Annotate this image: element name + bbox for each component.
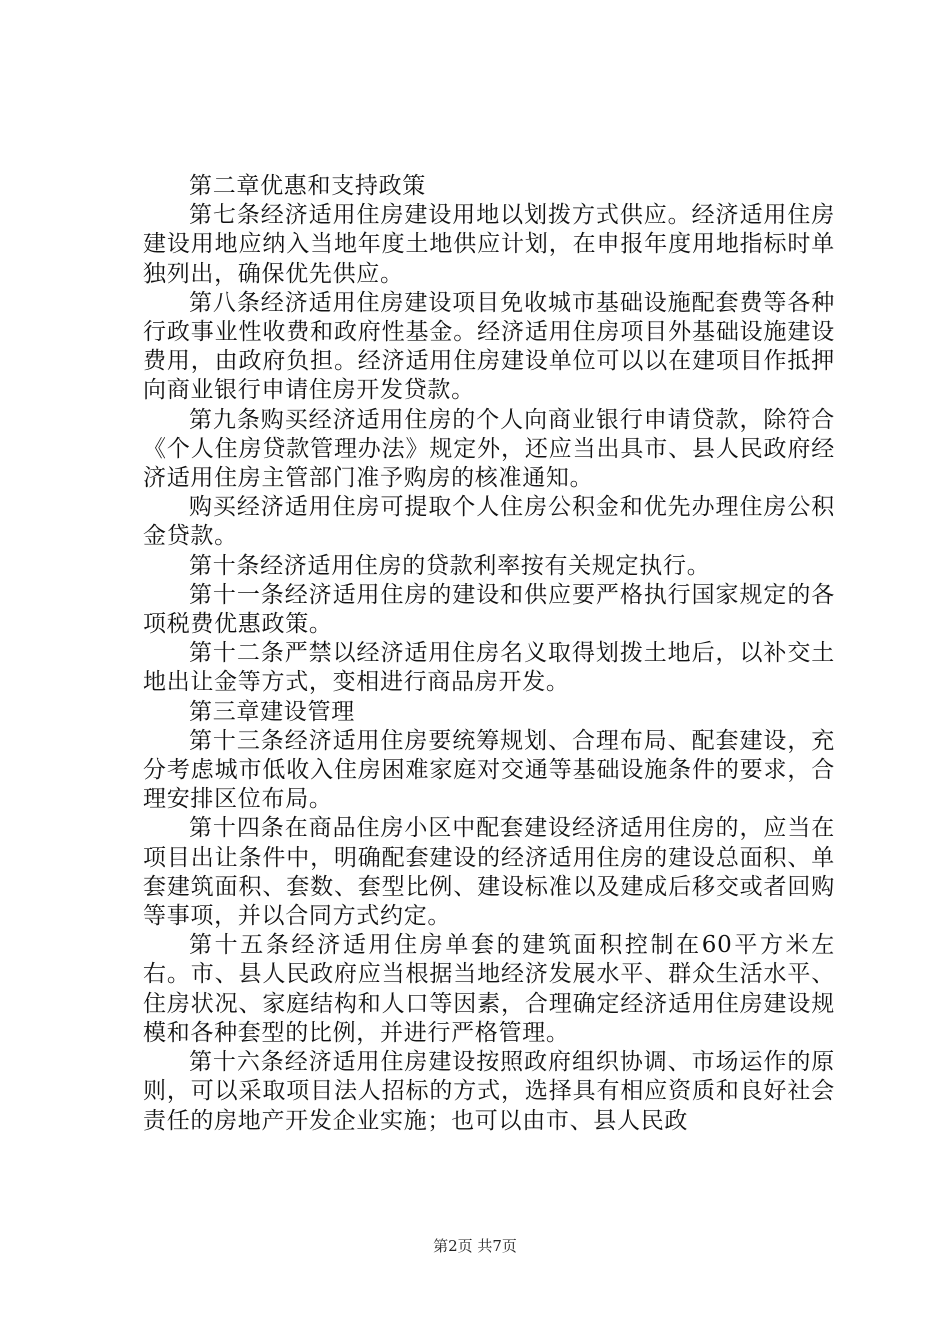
article-9: 第九条购买经济适用住房的个人向商业银行申请贷款，除符合《个人住房贷款管理办法》规定外，还应当出具市、县人民政府经济适用住房主管部门准予购房的核准通知。 [143, 406, 835, 492]
chapter-heading-3: 第三章建设管理 [189, 698, 355, 725]
chapter-heading-2: 第二章优惠和支持政策 [189, 173, 426, 199]
article-10: 第十条经济适用住房的贷款利率按有关规定执行。 [189, 552, 711, 579]
article-8: 第八条经济适用住房建设项目免收城市基础设施配套费等各种行政事业性收费和政府性基金。经济适用住房项目外基础设施建设费用，由政府负担。经济适用住房建设单位可以以在建项目作抵押向商业银行申请住房开发贷款。 [143, 289, 835, 404]
article-15: 第十五条经济适用住房单套的建筑面积控制在60平方米左右。市、县人民政府应当根据当地经济发展水平、群众生活水平、住房状况、家庭结构和人口等因素，合理确定经济适用住房建设规模和各种套型的比例，并进行严格管理。 [143, 932, 835, 1046]
article-7: 第七条经济适用住房建设用地以划拨方式供应。经济适用住房建设用地应纳入当地年度土地供应计划，在申报年度用地指标时单独列出，确保优先供应。 [143, 202, 835, 287]
document-body [143, 172, 835, 1136]
article-14: 第十四条在商品住房小区中配套建设经济适用住房的，应当在项目出让条件中，明确配套建设的经济适用住房的建设总面积、单套建筑面积、套数、套型比例、建设标准以及建成后移交或者回购等事项，并以合同方式约定。 [143, 815, 835, 930]
article-16: 第十六条经济适用住房建设按照政府组织协调、市场运作的原则，可以采取项目法人招标的方式，选择具有相应资质和良好社会责任的房地产开发企业实施；也可以由市、县人民政 [143, 1049, 835, 1134]
page-footer: 第2页 共7页 [433, 1237, 517, 1255]
article-9-continued: 购买经济适用住房可提取个人住房公积金和优先办理住房公积金贷款。 [143, 494, 835, 550]
article-12: 第十二条严禁以经济适用住房名义取得划拨土地后，以补交土地出让金等方式，变相进行商品房开发。 [143, 640, 835, 696]
article-11: 第十一条经济适用住房的建设和供应要严格执行国家规定的各项税费优惠政策。 [143, 581, 835, 638]
article-13: 第十三条经济适用住房要统筹规划、合理布局、配套建设，充分考虑城市低收入住房困难家庭对交通等基础设施条件的要求，合理安排区位布局。 [143, 727, 835, 813]
